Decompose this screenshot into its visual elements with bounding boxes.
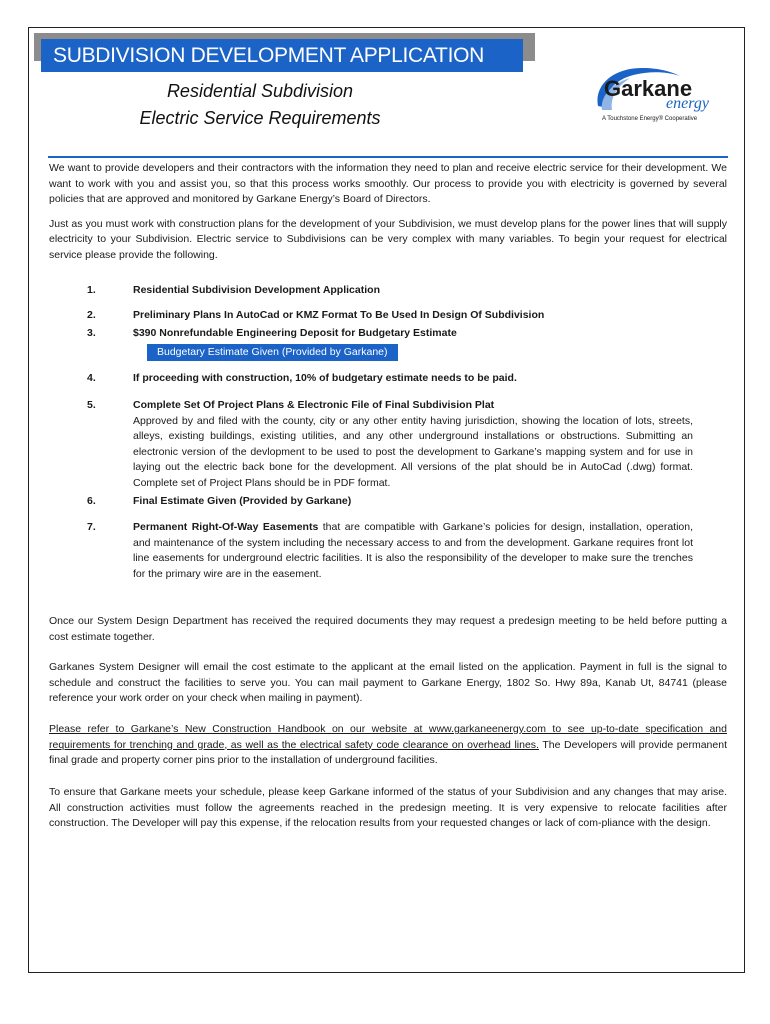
closing-paragraph-3 bbox=[49, 722, 727, 769]
intro-section bbox=[49, 161, 727, 263]
closing-paragraph-4: To ensure that Garkane meets your schedule, please keep Garkane informed of the status of your Subdivision and any changes that may arise. All construction activities must follow the agreements reached in the predesign meeting. It is very expensive to relocate facilities after construction. The Developer will pay this expense, if the relocation results from your requested changes or lack of com-pliance with the design. bbox=[49, 786, 727, 829]
garkane-logo bbox=[590, 62, 730, 124]
header-divider bbox=[48, 156, 728, 158]
item-title: $390 Nonrefundable Engineering Deposit for Budgetary Estimate bbox=[133, 327, 457, 339]
subtitle-line-2: Electric Service Requirements bbox=[139, 108, 381, 128]
logo-name: Garkane bbox=[604, 76, 693, 101]
item-title: Final Estimate Given (Provided by Garkane) bbox=[133, 495, 352, 507]
logo-tagline: energy bbox=[666, 95, 709, 112]
item-number: 5. bbox=[87, 399, 96, 411]
closing-paragraph-2: Garkanes System Designer will email the cost estimate to the applicant at the email listed on the application. Payment in full is the signal to schedule and construct the facilities to serve you. You can mail payment to Garkane Energy, 1802 So. Hwy 89a, Kanab Ut, 84741 (please reference your work order on your check when mailing in payment). bbox=[49, 661, 727, 704]
item-number: 3. bbox=[87, 327, 96, 339]
item-number: 4. bbox=[87, 372, 96, 384]
subtitle-line-1: Residential Subdivision bbox=[166, 81, 354, 101]
closing-paragraph-3-rest: The Developers will provide permanent final grade and property corner pins prior to the installation of underground facilities. bbox=[49, 738, 727, 766]
handbook-link[interactable]: Please refer to Garkane’s New Construction Handbook on our website at www.garkaneenergy.com to see up-to-date specification and requirements for trenching and grade, as well as the electrical safety code clearance on overhead lines. bbox=[49, 723, 727, 751]
logo-caption: A Touchstone Energy® Cooperative bbox=[602, 116, 698, 122]
item-title: Permanent Right-Of-Way Easements bbox=[133, 521, 319, 533]
item-number: 1. bbox=[87, 284, 96, 296]
item-number: 7. bbox=[87, 521, 96, 533]
page-title-banner: SUBDIVISION DEVELOPMENT APPLICATION bbox=[41, 39, 523, 72]
item-title: Preliminary Plans In AutoCad or KMZ Format To Be Used In Design Of Subdivision bbox=[133, 309, 545, 321]
item-title: If proceeding with construction, 10% of budgetary estimate needs to be paid. bbox=[133, 372, 517, 384]
closing-paragraph-1: Once our System Design Department has received the required documents they may request a predesign meeting to be held before putting a cost estimate together. bbox=[49, 615, 727, 643]
intro-paragraph-1: We want to provide developers and their contractors with the information they need to plan and receive electric service for their development. We want to work with you and assist you, so that this process works smoothly. Our process to provide you with electricity is governed by several policies that are approved and monitored by Garkane Energy’s Board of Directors. bbox=[49, 162, 727, 205]
item-title: Residential Subdivision Development Application bbox=[133, 284, 380, 296]
item-body-with-title bbox=[133, 520, 693, 582]
item-body: that are compatible with Garkane’s policies for design, installation, operation, and maintenance of the system including the necessary access to and from the development. Garkane requires front lot line easements for underground electric facilities. It is also the responsibility of the developer to make sure the trenches for the primary wire are in the easement. bbox=[133, 521, 694, 580]
item-number: 2. bbox=[87, 309, 96, 321]
item-number: 6. bbox=[87, 495, 96, 507]
budgetary-estimate-badge: Budgetary Estimate Given (Provided by Garkane) bbox=[147, 344, 398, 361]
item-title: Complete Set Of Project Plans & Electronic File of Final Subdivision Plat bbox=[133, 399, 495, 411]
intro-paragraph-2: Just as you must work with construction plans for the development of your Subdivision, we must develop plans for the power lines that will supply electricity to your Subdivision. Electric service to Subdivisions can be very complex with many variables. To begin your request for electrical service please provide the following. bbox=[49, 217, 727, 261]
item-body: Approved by and filed with the county, city or any other entity having jurisdiction, showing the location of lots, streets, alleys, existing buildings, existing utilities, and any other underground installations or obstructions. Submitting an electronic version of the devlopment to be used to post the development to Garkane’s mapping system and for use in laying out the electric back bone for the development. All versions of the plat should be in AutoCad (.dwg) format. Complete set of Project Plans should be in PDF format. bbox=[133, 414, 693, 489]
